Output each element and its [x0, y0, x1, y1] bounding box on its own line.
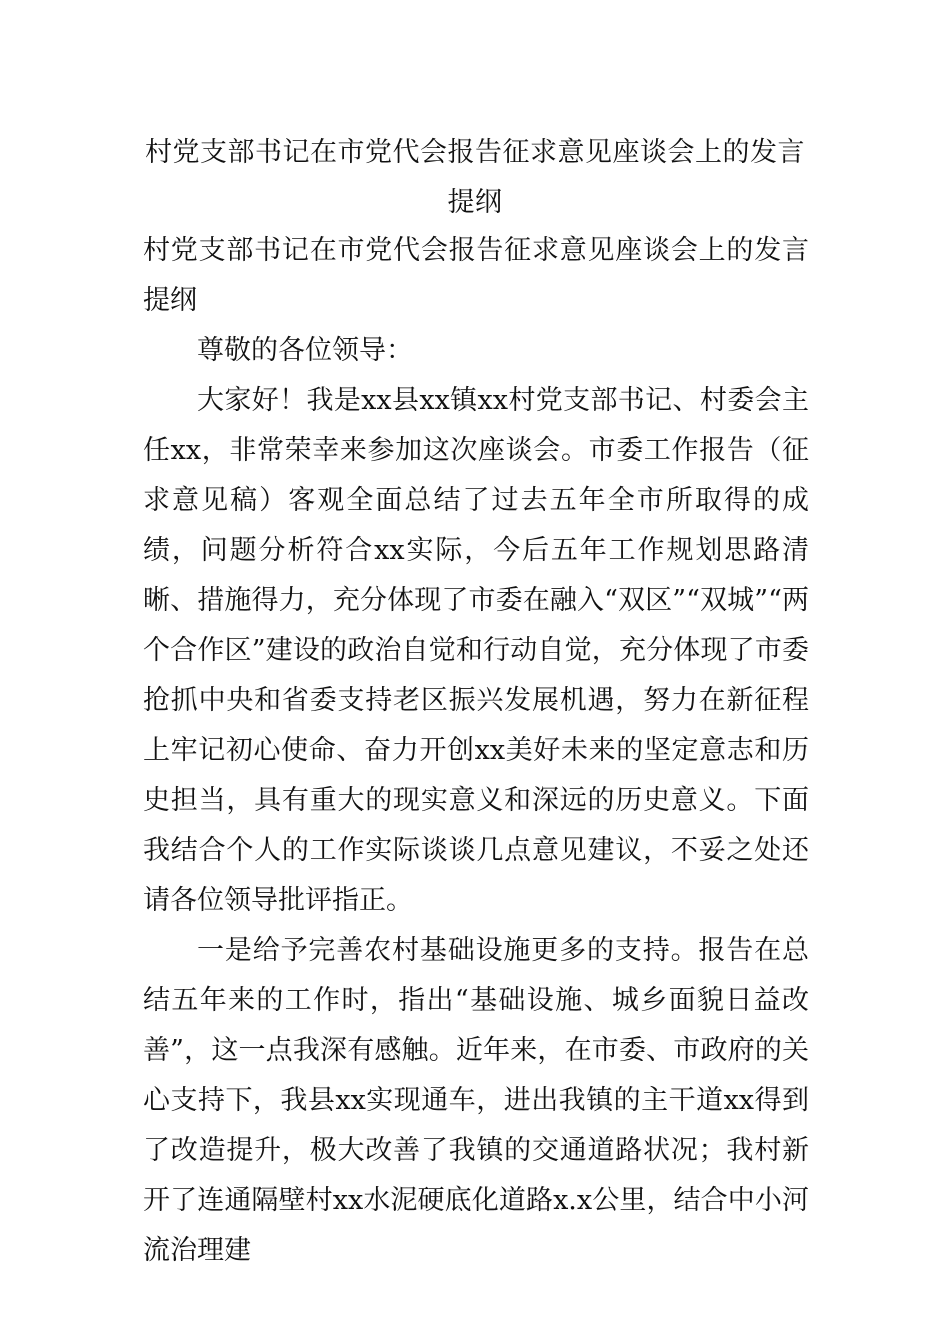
- paragraph-intro: 大家好！我是xx县xx镇xx村党支部书记、村委会主任xx，非常荣幸来参加这次座谈会。市委工作报告（征求意见稿）客观全面总结了过去五年全市所取得的成绩，问题分析符合xx实际，今后五年工作规划思路清晰、措施得力，充分体现了市委在融入“双区”“双城”“两个合作区”建设的政治自觉和行动自觉，充分体现了市委抢抓中央和省委支持老区振兴发展机遇，努力在新征程上牢记初心使命、奋力开创xx美好未来的坚定意志和历史担当，具有重大的现实意义和深远的历史意义。下面我结合个人的工作实际谈谈几点意见建议，不妥之处还请各位领导批评指正。: [143, 385, 809, 916]
- document-body: [143, 226, 809, 1276]
- heading-repeat: 村党支部书记在市党代会报告征求意见座谈会上的发言提纲: [143, 235, 809, 316]
- salutation: 尊敬的各位领导：: [197, 335, 413, 366]
- document-title: 村党支部书记在市党代会报告征求意见座谈会上的发言提纲: [145, 137, 805, 218]
- paragraph-point-one: 一是给予完善农村基础设施更多的支持。报告在总结五年来的工作时，指出“基础设施、城乡面貌日益改善”，这一点我深有感触。近年来，在市委、市政府的关心支持下，我县xx实现通车，进出我镇的主干道xx得到了改造提升，极大改善了我镇的交通道路状况；我村新开了连通隔壁村xx水泥硬底化道路x.x公里，结合中小河流治理建: [143, 935, 809, 1266]
